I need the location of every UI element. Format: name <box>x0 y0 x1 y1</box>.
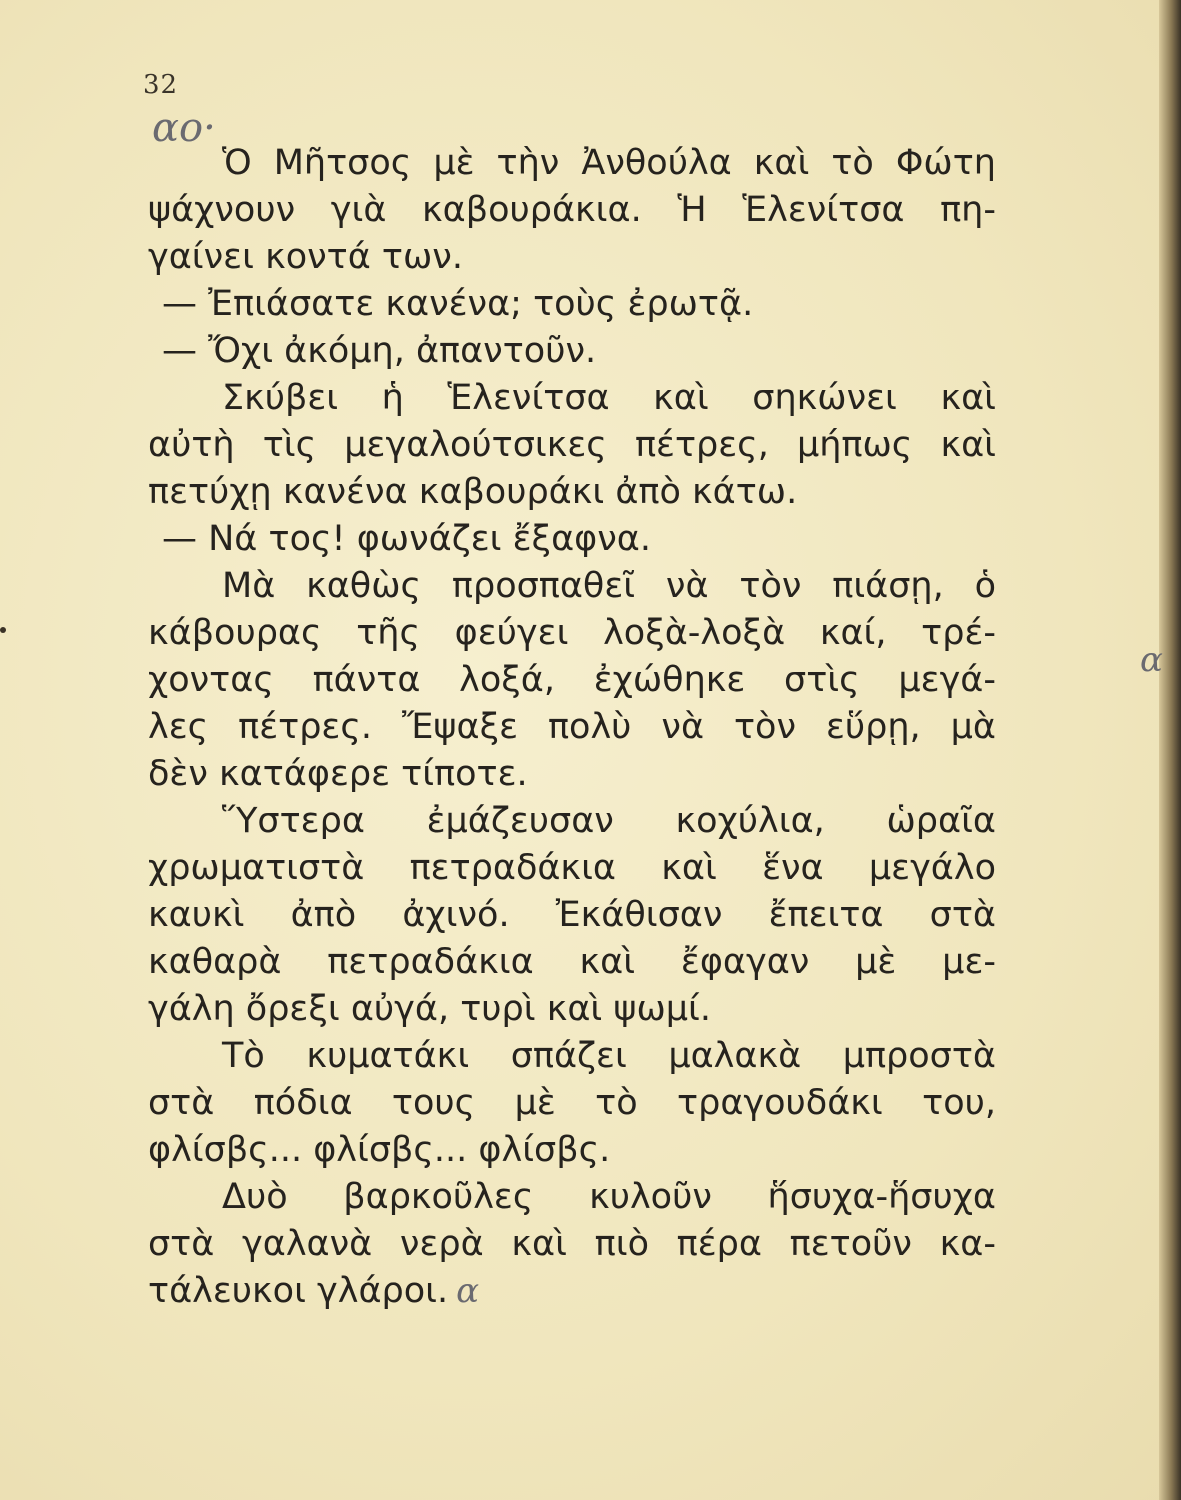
text-line: δὲν κατάφερε τίποτε. <box>148 754 528 794</box>
final-line-text: τάλευκοι γλάροι. <box>148 1271 449 1311</box>
text-line: χοντας πάντα λοξά, ἐχώθηκε στὶς μεγά- <box>148 660 996 700</box>
text-line: — Ὄχι ἀκόμη, ἀπαντοῦν. <box>162 331 597 371</box>
text-line-final <box>148 1268 996 1315</box>
text-line: πετύχῃ κανένα καβουράκι ἀπὸ κάτω. <box>148 472 798 512</box>
text-line: Μὰ καθὼς προσπαθεῖ νὰ τὸν πιάσῃ, ὁ <box>222 566 996 606</box>
text-line: Ὕστερα ἐμάζευσαν κοχύλια, ὡραῖα <box>222 801 996 841</box>
text-line: γάλη ὄρεξι αὐγά, τυρὶ καὶ ψωμί. <box>148 989 712 1029</box>
text-line: στὰ πόδια τους μὲ τὸ τραγουδάκι του, <box>148 1083 996 1123</box>
text-line: κάβουρας τῆς φεύγει λοξὰ-λοξὰ καί, τρέ- <box>148 613 996 653</box>
text-line: Τὸ κυματάκι σπάζει μαλακὰ μπροστὰ <box>222 1036 996 1076</box>
body-text <box>148 140 996 1315</box>
page-number: 32 <box>143 70 179 100</box>
text-line: γαίνει κοντά των. <box>148 237 463 277</box>
text-line: Δυὸ βαρκοῦλες κυλοῦν ἥσυχα-ἥσυχα <box>222 1177 996 1217</box>
text-line: Σκύβει ἡ Ἑλενίτσα καὶ σηκώνει καὶ <box>222 378 996 418</box>
page-binding-edge <box>1159 0 1181 1500</box>
text-line: λες πέτρες. Ἔψαξε πολὺ νὰ τὸν εὕρῃ, μὰ <box>148 707 996 747</box>
text-line: στὰ γαλανὰ νερὰ καὶ πιὸ πέρα πετοῦν κα- <box>148 1224 996 1264</box>
text-line: αὐτὴ τὶς μεγαλούτσικες πέτρες, μήπως καὶ <box>148 425 996 465</box>
text-line: ψάχνουν γιὰ καβουράκια. Ἡ Ἑλενίτσα πη- <box>148 190 996 230</box>
handwritten-mark-margin: α <box>1140 640 1163 680</box>
text-line: χρωματιστὰ πετραδάκια καὶ ἕνα μεγάλο <box>148 848 996 888</box>
margin-dot <box>0 627 6 633</box>
text-line: — Ἐπιάσατε κανένα; τοὺς ἐρωτᾷ. <box>162 284 754 324</box>
text-line: — Νά τος! φωνάζει ἔξαφνα. <box>162 519 651 559</box>
text-line: φλίσβς... φλίσβς... φλίσβς. <box>148 1130 611 1170</box>
handwritten-mark-end: α <box>456 1271 480 1311</box>
text-line: καθαρὰ πετραδάκια καὶ ἔφαγαν μὲ με- <box>148 942 996 982</box>
handwritten-mark-top: αο· <box>152 105 216 151</box>
text-line: καυκὶ ἀπὸ ἀχινό. Ἐκάθισαν ἔπειτα στὰ <box>148 895 996 935</box>
text-line: Ὁ Μῆτσος μὲ τὴν Ἀνθούλα καὶ τὸ Φώτη <box>222 143 996 183</box>
